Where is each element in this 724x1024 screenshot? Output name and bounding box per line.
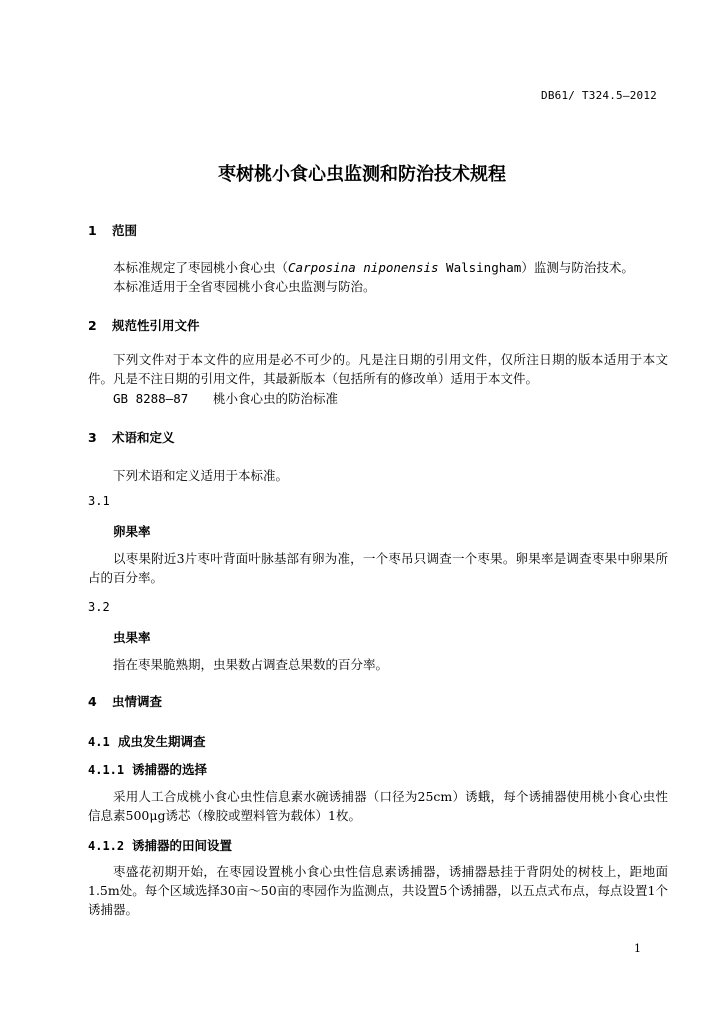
trap-placement-paragraph: 枣盛花初期开始，在枣园设置桃小食心虫性信息素诱捕器，诱捕器悬挂于背阴处的树枝上，距地面1.5m处。每个区域选择30亩～50亩的枣园作为监测点，共设置5个诱捕器，以五点式布点，每点设置1个诱捕器。 (88, 864, 668, 917)
section-4-heading (88, 692, 162, 710)
section-number: 2 (88, 318, 97, 333)
section-1-heading (88, 221, 137, 239)
subsection-title: 诱捕器的田间设置 (132, 838, 233, 853)
trap-selection-paragraph: 采用人工合成桃小食心虫性信息素水碗诱捕器（口径为25cm）诱蛾，每个诱捕器使用桃小食心虫性信息素500μg诱芯（橡胶或塑料管为载体）1枚。 (88, 789, 668, 823)
subsection-4-1-heading (88, 732, 206, 750)
document-number: DB61/ T324.5—2012 (541, 89, 657, 102)
section-title: 虫情调查 (112, 694, 163, 709)
scope-paragraph-2: 本标准适用于全省枣园桃小食心虫监测与防治。 (113, 279, 376, 294)
section-number: 1 (88, 223, 97, 238)
term-name: 虫果率 (113, 630, 151, 645)
term-definition: 指在枣果脆熟期，虫果数占调查总果数的百分率。 (113, 657, 389, 672)
latin-name: Carposina niponensis (288, 260, 439, 275)
section-title: 术语和定义 (112, 430, 175, 445)
section-number: 3 (88, 430, 97, 445)
reference-title: 桃小食心虫的防治标准 (213, 391, 339, 406)
subsection-number: 4.1.1 (88, 763, 125, 777)
page-number: 1 (634, 942, 641, 955)
reference-entry (113, 389, 338, 408)
scope-paragraph-1 (113, 258, 634, 277)
subsection-4-1-1-heading (88, 760, 207, 778)
section-title: 规范性引用文件 (112, 318, 200, 333)
term-name: 卵果率 (113, 524, 151, 539)
document-title: 枣树桃小食心虫监测和防治技术规程 (218, 164, 506, 185)
subsection-4-1-2-heading (88, 836, 232, 854)
section-3-heading (88, 428, 175, 446)
section-title: 范围 (112, 223, 138, 238)
subsection-title: 诱捕器的选择 (132, 762, 208, 777)
reference-code: GB 8288—87 (113, 391, 189, 406)
terms-intro: 下列术语和定义适用于本标准。 (113, 468, 289, 483)
term-number: 3.1 (88, 494, 110, 508)
term-number: 3.2 (88, 600, 110, 614)
section-2-heading (88, 316, 200, 334)
subsection-number: 4.1.2 (88, 839, 125, 853)
section-number: 4 (88, 694, 97, 709)
scope-text-a: 本标准规定了枣园桃小食心虫（ (113, 260, 289, 275)
subsection-title: 成虫发生期调查 (118, 734, 206, 749)
scope-text-b: Walsingham）监测与防治技术。 (438, 260, 634, 275)
normative-references-paragraph: 下列文件对于本文件的应用是必不可少的。凡是注日期的引用文件，仅所注日期的版本适用于本文件。凡是不注日期的引用文件，其最新版本（包括所有的修改单）适用于本文件。 (88, 352, 668, 386)
subsection-number: 4.1 (88, 735, 110, 749)
term-definition: 以枣果附近3片枣叶背面叶脉基部有卵为准，一个枣吊只调查一个枣果。卵果率是调查枣果中卵果所占的百分率。 (88, 551, 668, 585)
